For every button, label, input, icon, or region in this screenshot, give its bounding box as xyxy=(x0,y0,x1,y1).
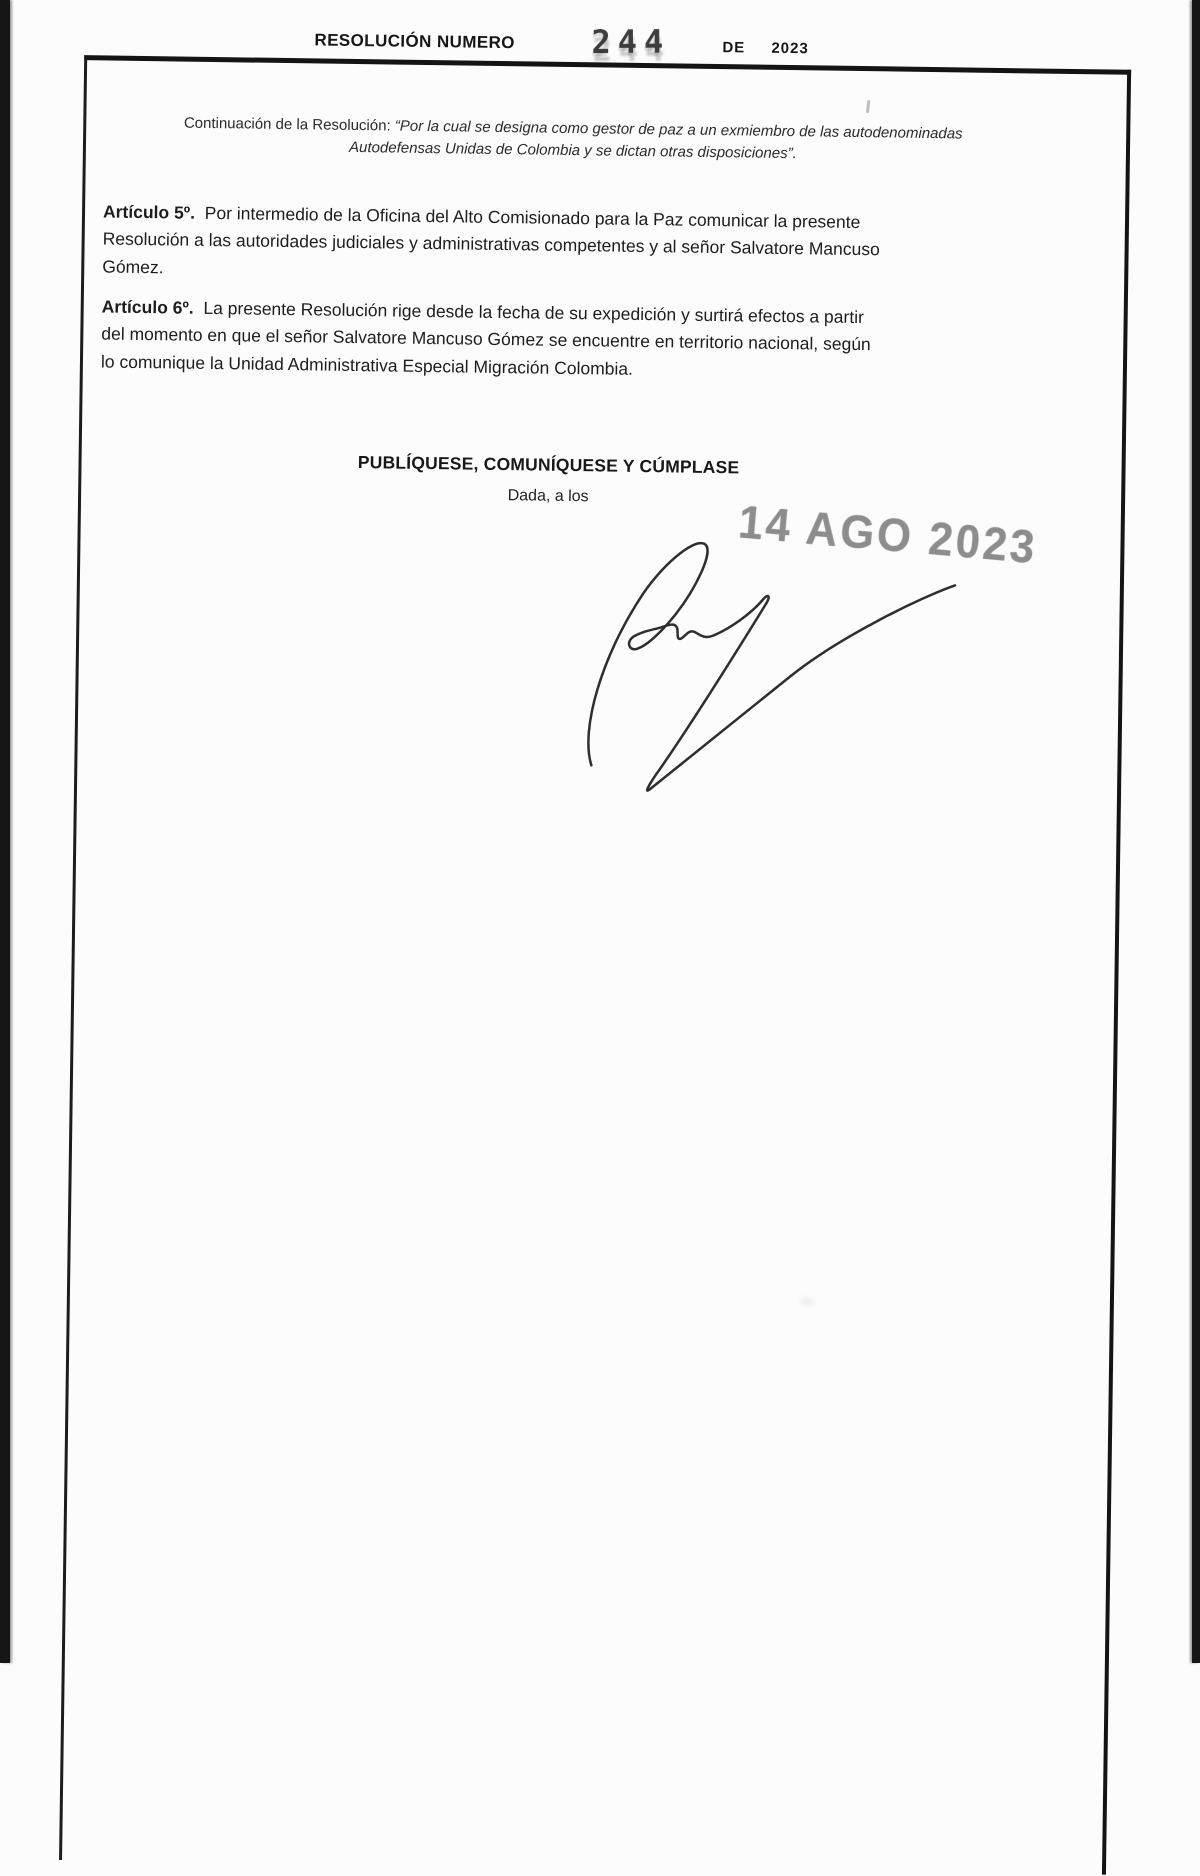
article-5-line-3: Gómez. xyxy=(102,256,164,278)
continuation-quote-part1: “Por la cual se designa como gestor de paz a un exmiembro de las autodenominadas xyxy=(394,117,963,143)
article-5-line-2: Resolución a las autoridades judiciales y administrativas competentes y al señor Salvatore Mancuso xyxy=(102,228,880,260)
article-5-text-1: Por intermedio de la Oficina del Alto Comisionado para la Paz comunicar la presente xyxy=(204,202,861,233)
publish-comply-line: PUBLÍQUESE, COMUNÍQUESE Y CÚMPLASE xyxy=(357,452,740,478)
resolution-year: 2023 xyxy=(771,39,809,58)
signature-stroke xyxy=(588,542,956,795)
given-at-line: Dada, a los xyxy=(507,487,589,506)
article-6-line-3: lo comunique la Unidad Administrativa Especial Migración Colombia. xyxy=(100,351,634,379)
scan-artifact-smudge xyxy=(800,1297,814,1305)
resolution-number-stamp: 244 xyxy=(591,22,671,62)
signature-ink xyxy=(548,480,1003,836)
date-stamp: 14 AGO 2023 xyxy=(736,495,1040,574)
article-6-paragraph xyxy=(101,293,1019,388)
continuation-quote-part2: Autodefensas Unidas de Colombia y se dictan otras disposiciones”. xyxy=(348,138,797,163)
article-5-label: Artículo 5º. xyxy=(102,201,196,223)
scan-edge-left xyxy=(0,0,10,1663)
continuation-prefix: Continuación de la Resolución: xyxy=(183,114,395,135)
resolution-de-label: DE xyxy=(722,39,746,57)
scan-edge-right xyxy=(1192,0,1200,1663)
resolution-title: RESOLUCIÓN NUMERO xyxy=(314,30,516,53)
article-6-text-1: La presente Resolución rige desde la fecha de su expedición y surtirá efectos a partir xyxy=(203,297,865,328)
article-6-label: Artículo 6º. xyxy=(101,296,194,318)
article-6-line-2: del momento en que el señor Salvatore Mancuso Gómez se encuentre en territorio nacional, según xyxy=(101,323,871,355)
article-5-paragraph xyxy=(102,198,1020,293)
